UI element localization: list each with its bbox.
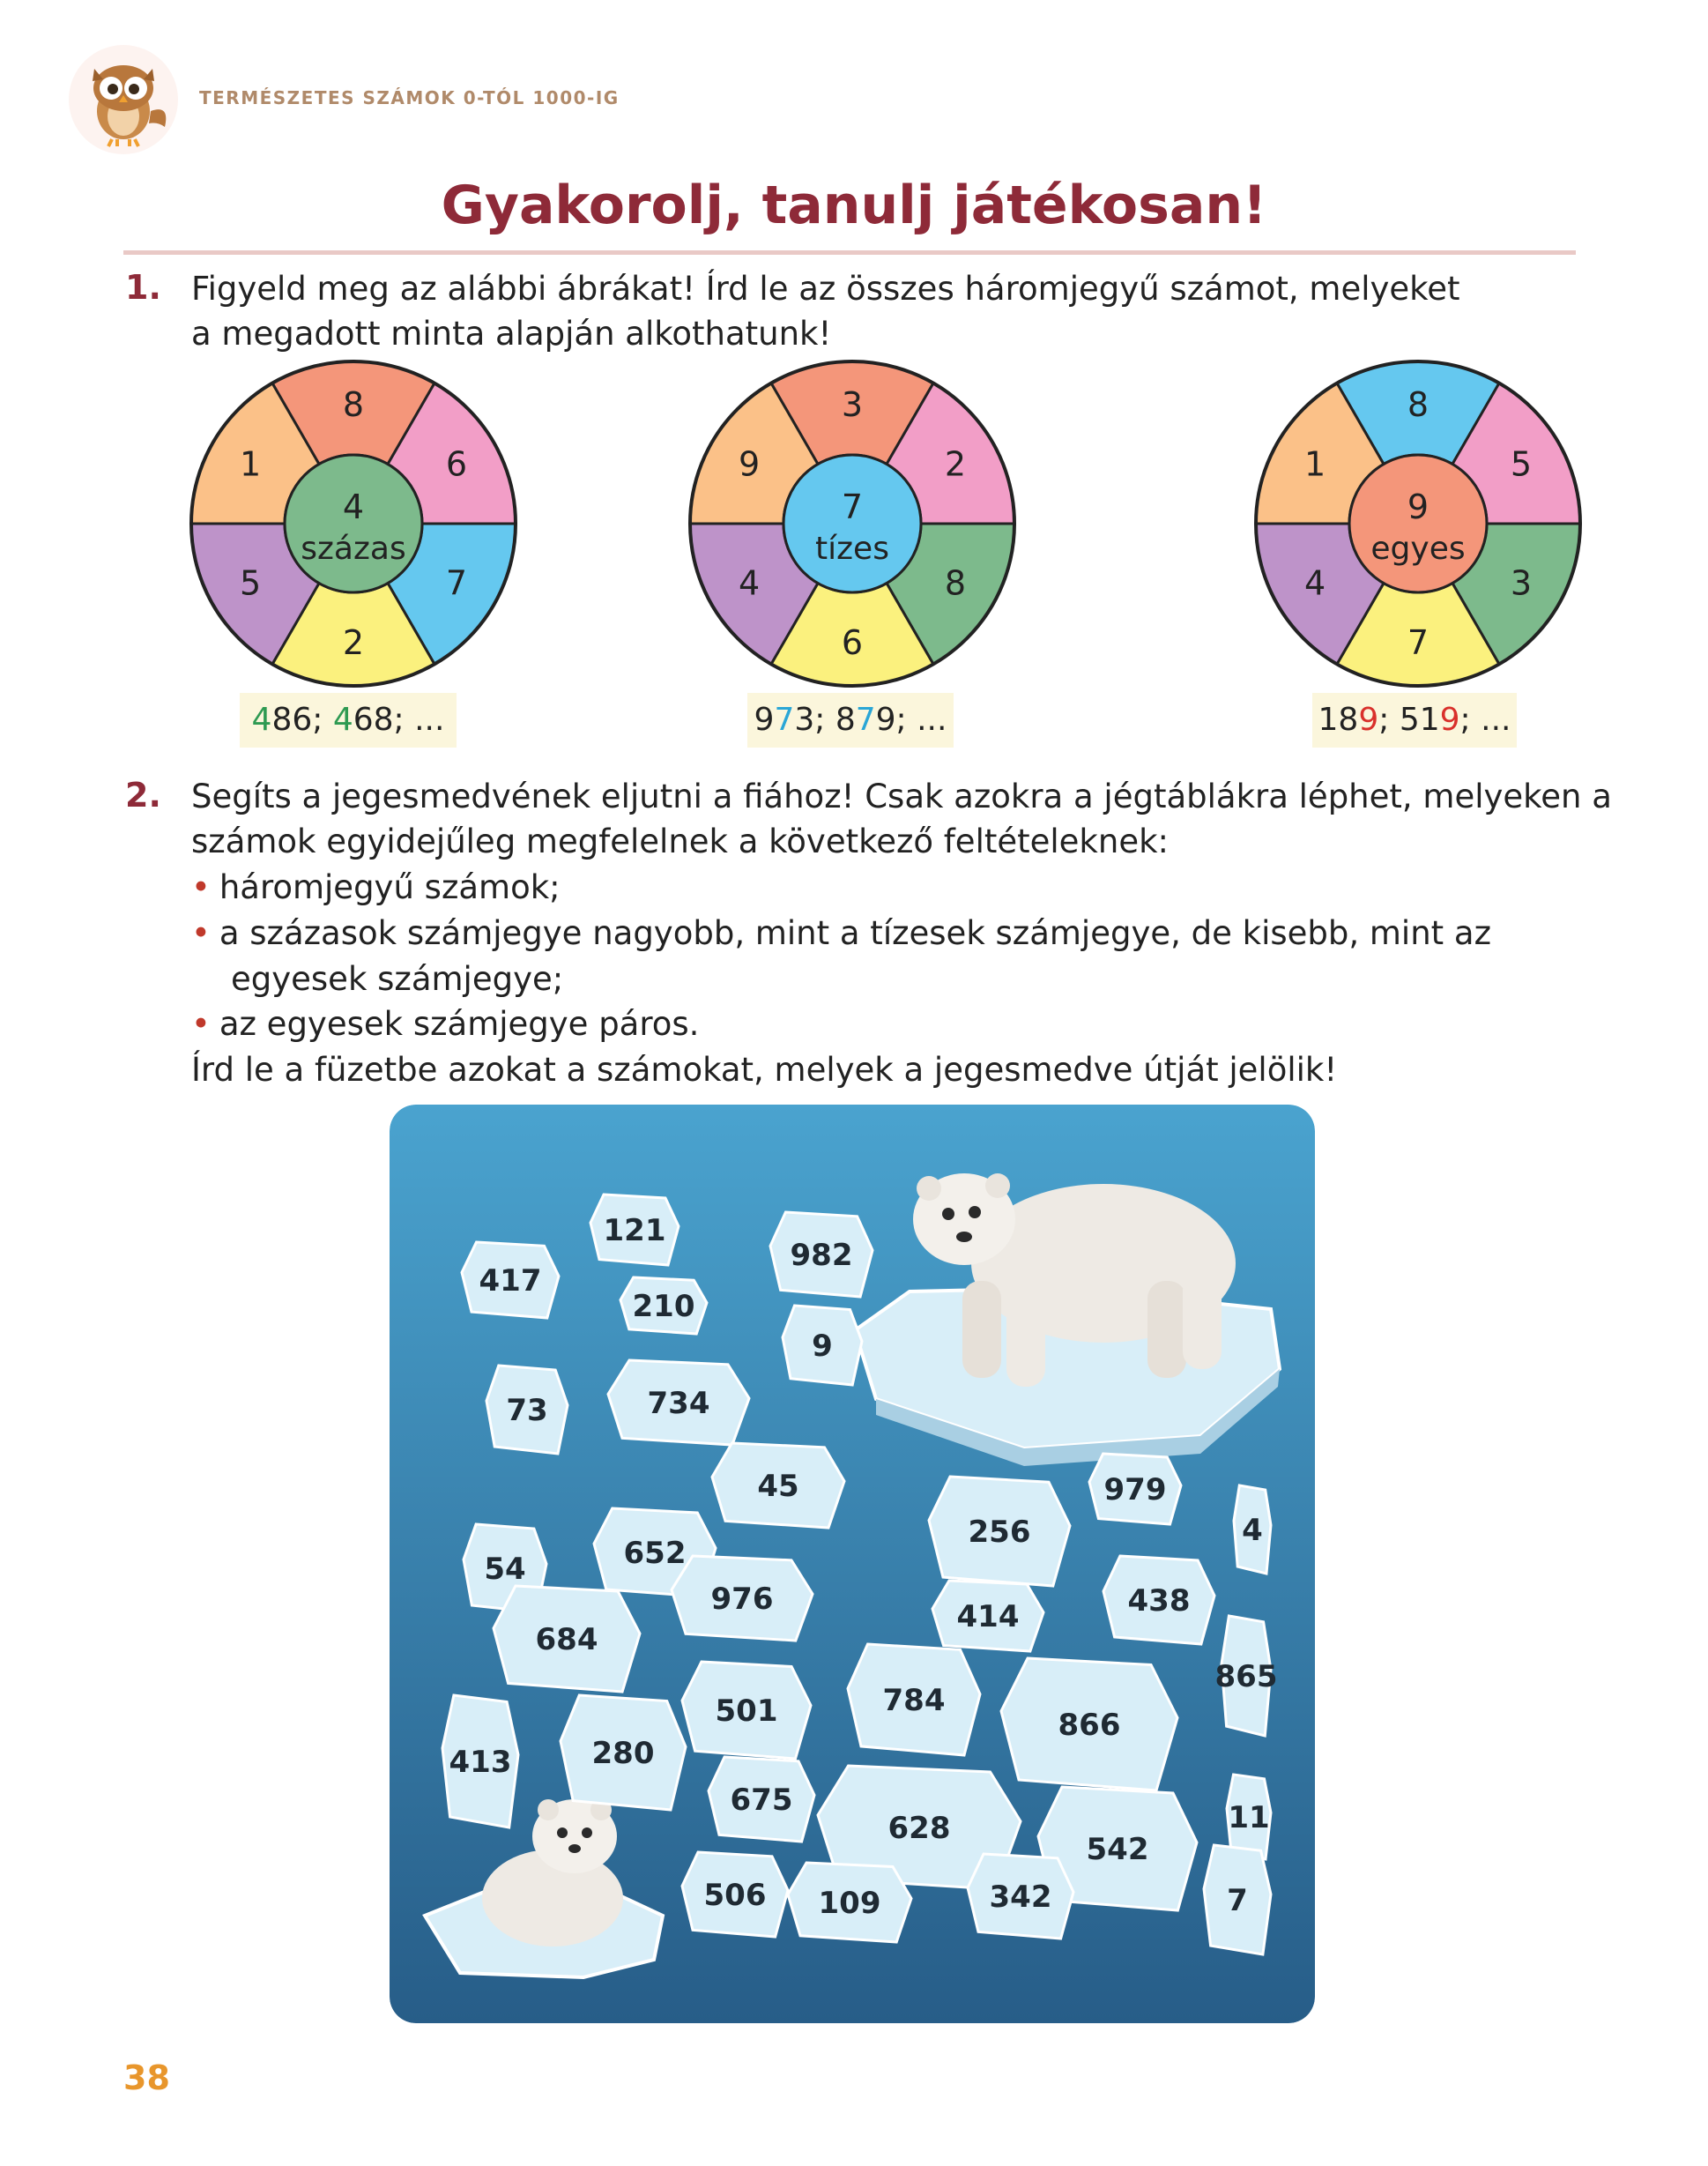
task2-number: 2. (125, 776, 161, 815)
wheel-digit: 9 (738, 444, 761, 484)
floe-number: 109 (818, 1886, 881, 1921)
wheel-digit: 6 (445, 444, 468, 484)
floe-number: 652 (623, 1536, 687, 1571)
owl-icon (66, 42, 181, 157)
task2-bullet2-cont: egyesek számjegye; (231, 960, 564, 998)
wheel-center-label: százas (301, 531, 406, 567)
task2-closing: Írd le a füzetbe azokat a számokat, melyek a jegesmedve útját jelölik! (191, 1051, 1338, 1089)
task1-line1: Figyeld meg az alábbi ábrákat! Írd le az összes háromjegyű számot, melyeket (191, 270, 1460, 308)
floe-number: 982 (790, 1238, 853, 1273)
task1-line2: a megadott minta alapján alkothatunk! (191, 315, 832, 353)
wheel-center-digit: 7 (841, 488, 864, 526)
wheel-digit: 3 (1510, 563, 1533, 603)
floe-number: 628 (887, 1811, 951, 1846)
wheel-digit: 7 (1407, 623, 1430, 662)
wheel-ones (1251, 356, 1585, 691)
floe-number: 414 (956, 1599, 1020, 1634)
floe-number: 7 (1227, 1883, 1248, 1918)
wheel-hundreds (186, 356, 521, 691)
wheel-digit: 8 (944, 563, 967, 603)
wheel-center-digit: 4 (342, 488, 365, 526)
floe-number: 542 (1086, 1832, 1149, 1867)
wheel-digit: 3 (841, 385, 864, 424)
floe-number: 675 (730, 1783, 793, 1818)
answer-box-ones: 189; 519; ... (1312, 693, 1517, 748)
floe-number: 45 (757, 1469, 799, 1504)
wheel-digit: 2 (342, 623, 365, 662)
ice-floe-scene (390, 1105, 1315, 2023)
wheel-digit: 6 (841, 623, 864, 662)
task2-bullet3: • az egyesek számjegye páros. (191, 1005, 700, 1043)
answer-box-tens: 973; 879; ... (747, 693, 954, 748)
answer-box-hundreds: 486; 468; ... (240, 693, 457, 748)
floe-number: 256 (968, 1515, 1031, 1550)
floe-number: 979 (1103, 1472, 1167, 1507)
floe-number: 976 (710, 1582, 774, 1617)
page-number: 38 (123, 2058, 170, 2097)
floe-number: 73 (506, 1393, 548, 1428)
floe-number: 121 (603, 1213, 666, 1248)
page-title: Gyakorolj, tanulj játékosan! (441, 175, 1267, 236)
floe-number: 417 (479, 1263, 542, 1299)
floe-number: 280 (591, 1736, 655, 1771)
floe-number: 866 (1058, 1708, 1121, 1743)
wheel-digit: 8 (342, 385, 365, 424)
wheel-digit: 5 (1510, 444, 1533, 484)
floe-number: 11 (1228, 1800, 1270, 1835)
wheel-digit: 1 (239, 444, 262, 484)
task2-bullet1: • háromjegyű számok; (191, 868, 561, 906)
wheel-center-digit: 9 (1407, 488, 1430, 526)
wheel-digit: 1 (1303, 444, 1326, 484)
task2-bullet2: • a százasok számjegye nagyobb, mint a tízesek számjegye, de kisebb, mint az (191, 914, 1492, 952)
task2-line2: számok egyidejűleg megfelelnek a következő feltételeknek: (191, 822, 1169, 860)
wheel-digit: 4 (738, 563, 761, 603)
section-header: TERMÉSZETES SZÁMOK 0-TÓL 1000-IG (199, 87, 620, 108)
wheel-digit: 8 (1407, 385, 1430, 424)
floe-number: 413 (449, 1745, 512, 1780)
floe-number: 438 (1127, 1583, 1191, 1619)
wheel-digit: 7 (445, 563, 468, 603)
wheel-digit: 2 (944, 444, 967, 484)
floe-number: 210 (632, 1289, 695, 1324)
floe-number: 9 (812, 1329, 833, 1364)
floe-number: 865 (1214, 1659, 1278, 1694)
task1-number: 1. (125, 268, 161, 307)
wheel-digit: 4 (1303, 563, 1326, 603)
floe-number: 784 (882, 1683, 946, 1718)
floe-number: 4 (1242, 1513, 1263, 1548)
title-divider (123, 250, 1576, 255)
task2-line1: Segíts a jegesmedvének eljutni a fiához! Csak azokra a jégtáblákra léphet, melyeken a (191, 778, 1612, 815)
floe-number: 54 (484, 1552, 526, 1587)
wheel-digit: 5 (239, 563, 262, 603)
floe-number: 506 (703, 1878, 767, 1913)
wheel-center-label: tízes (815, 531, 889, 567)
floe-number: 342 (989, 1879, 1052, 1915)
floe-number: 734 (647, 1386, 710, 1421)
wheel-tens (685, 356, 1020, 691)
floe-number: 684 (535, 1622, 598, 1657)
wheel-center-label: egyes (1370, 531, 1466, 567)
floe-number: 501 (715, 1693, 778, 1729)
